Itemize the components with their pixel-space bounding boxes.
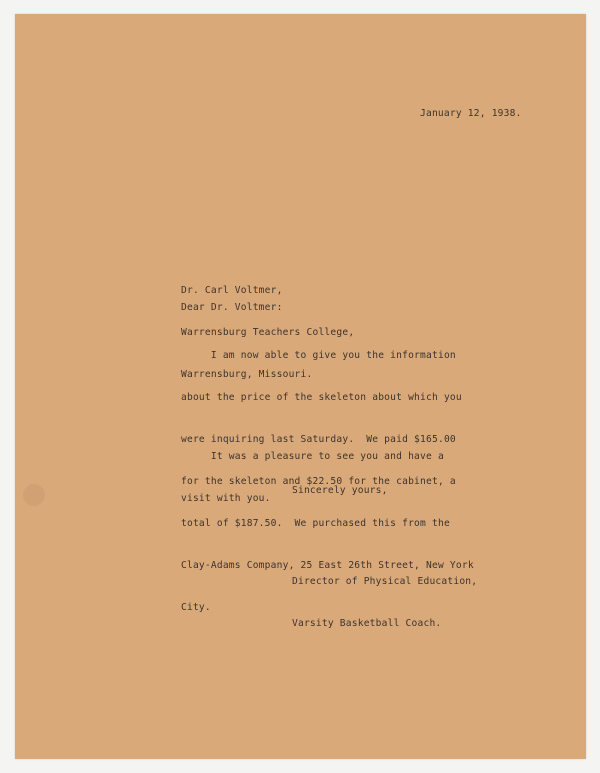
address-line: Warrensburg Teachers College,: [181, 327, 355, 338]
signature-block: [292, 547, 477, 659]
letter-date: January 12, 1938.: [420, 108, 522, 119]
signature-line: Varsity Basketball Coach.: [292, 618, 442, 629]
salutation: Dear Dr. Voltmer:: [181, 302, 283, 313]
body-line: Clay-Adams Company, 25 East 26th Street, New York: [181, 560, 474, 571]
letter-page: [15, 14, 586, 759]
address-line: Warrensburg, Missouri.: [181, 369, 313, 380]
paper-stain: [23, 484, 45, 506]
closing: Sincerely yours,: [292, 485, 388, 496]
body-line: were inquiring last Saturday. We paid $165.00: [181, 434, 456, 445]
signature-line: Director of Physical Education,: [292, 576, 478, 587]
body-line: visit with you.: [181, 493, 271, 504]
body-paragraph-2: [181, 422, 444, 534]
address-line: Dr. Carl Voltmer,: [181, 285, 283, 296]
body-line: about the price of the skeleton about which you: [181, 392, 462, 403]
body-line: for the skeleton and $22.50 for the cabinet, a: [181, 476, 456, 487]
body-line: City.: [181, 602, 211, 613]
body-line: It was a pleasure to see you and have a: [181, 451, 444, 462]
body-line: total of $187.50. We purchased this from the: [181, 518, 450, 529]
body-line: I am now able to give you the information: [181, 350, 456, 361]
